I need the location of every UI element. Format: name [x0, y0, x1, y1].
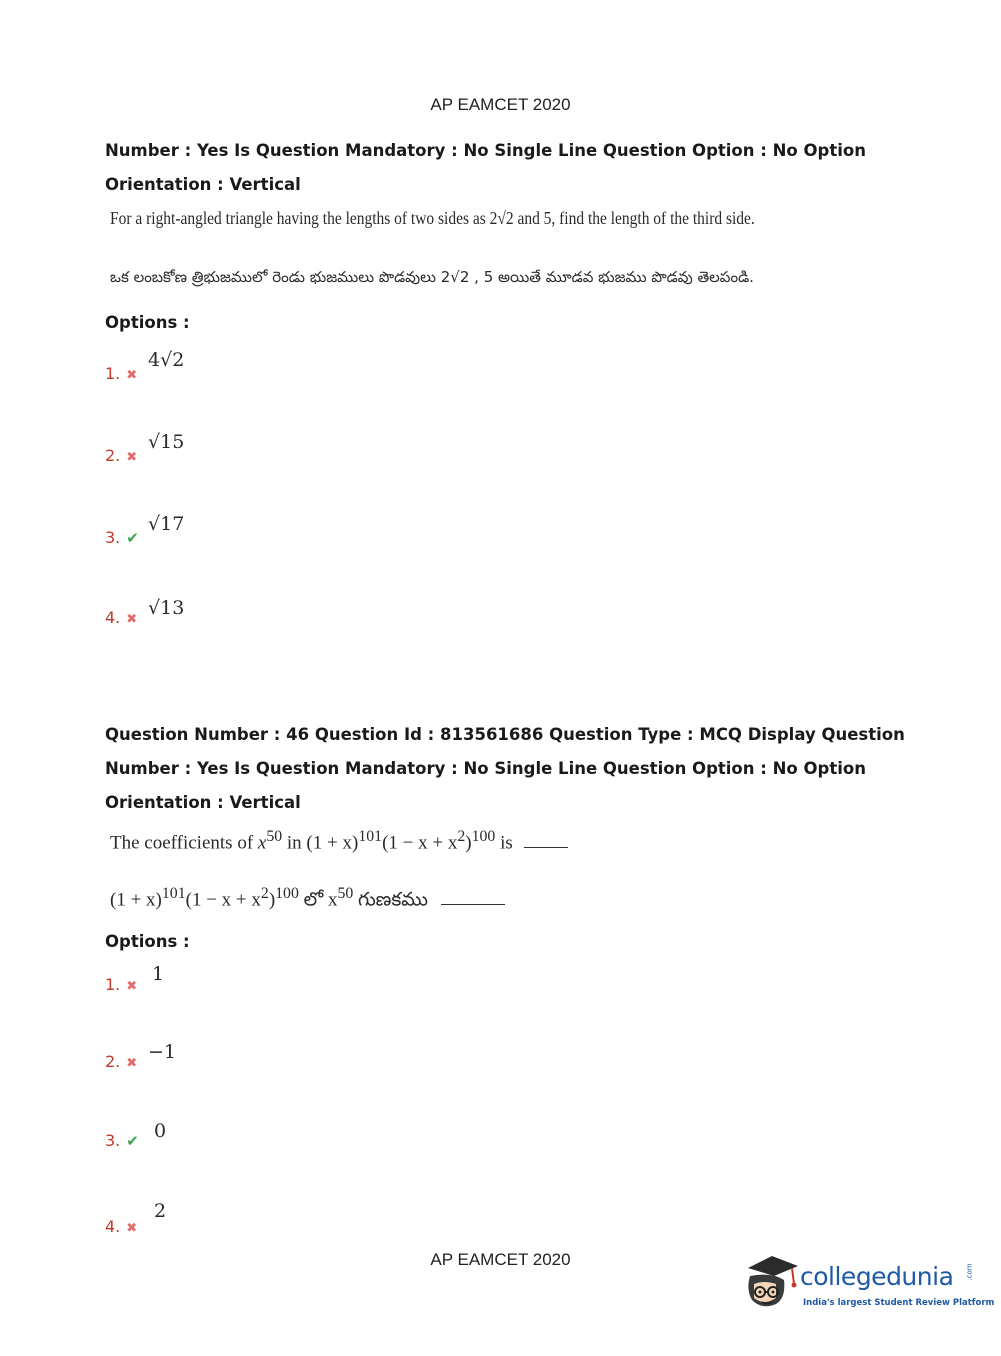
- option-number: 2. ✖: [105, 1052, 138, 1071]
- question-text-telugu: ఒక లంబకోణ త్రిభుజములో రెండు భుజములు పొడవులు 2√2 , 5 అయితే మూడవ భుజము పొడవు తెలపండి.: [110, 268, 754, 286]
- wrong-mark-icon: ✖: [126, 1056, 138, 1071]
- option-value: −1: [148, 1041, 177, 1063]
- question-meta-line: Orientation : Vertical: [105, 175, 301, 194]
- collegedunia-logo-text: collegedunia: [800, 1262, 954, 1291]
- page-footer: AP EAMCET 2020: [430, 1250, 571, 1269]
- question-meta-line: Question Number : 46 Question Id : 813561686 Question Type : MCQ Display Question: [105, 725, 905, 744]
- option-number: 4. ✖: [105, 608, 138, 627]
- page-header: AP EAMCET 2020: [430, 95, 571, 114]
- option-value: 0: [154, 1120, 167, 1142]
- logo-domain-suffix: .com: [965, 1263, 974, 1281]
- correct-check-icon: ✔: [126, 529, 139, 547]
- question-meta-line: Orientation : Vertical: [105, 793, 301, 812]
- question-meta-line: Number : Yes Is Question Mandatory : No Single Line Question Option : No Option: [105, 759, 866, 778]
- correct-check-icon: ✔: [126, 1132, 139, 1150]
- wrong-mark-icon: ✖: [126, 368, 138, 383]
- question-text-english: For a right-angled triangle having the lengths of two sides as 2√2 and 5, find the length of the third side.: [110, 208, 755, 228]
- question-text-telugu: $(1 + x)^{101}(1 - x + x^2)^{100}$ లో $x^{50}$ గుణకము: [110, 885, 505, 915]
- option-number: 3. ✔: [105, 1131, 139, 1150]
- option-number: 1. ✖: [105, 975, 138, 994]
- option-value: √15: [148, 431, 185, 453]
- collegedunia-mascot-icon: [742, 1250, 802, 1320]
- wrong-mark-icon: ✖: [126, 1221, 138, 1236]
- options-label: Options :: [105, 313, 190, 332]
- options-label: Options :: [105, 932, 190, 951]
- wrong-mark-icon: ✖: [126, 450, 138, 465]
- option-number: 2. ✖: [105, 446, 138, 465]
- option-value: 2: [154, 1200, 167, 1222]
- option-number: 1. ✖: [105, 364, 138, 383]
- wrong-mark-icon: ✖: [126, 612, 138, 627]
- option-number: 4. ✖: [105, 1217, 138, 1236]
- option-value: 1: [152, 963, 165, 985]
- option-value: √17: [148, 513, 185, 535]
- option-number: 3. ✔: [105, 528, 139, 547]
- wrong-mark-icon: ✖: [126, 979, 138, 994]
- question-meta-line: Number : Yes Is Question Mandatory : No Single Line Question Option : No Option: [105, 141, 866, 160]
- answer-blank: [524, 847, 568, 848]
- logo-tagline: India's largest Student Review Platform: [803, 1298, 995, 1308]
- option-value: 4√2: [148, 349, 185, 371]
- option-value: √13: [148, 597, 185, 619]
- answer-blank: [441, 904, 505, 905]
- question-text-english: The coefficients of $x^{50}$ in $(1 + x)^{101}(1 - x + x^2)^{100}$ is: [110, 828, 568, 854]
